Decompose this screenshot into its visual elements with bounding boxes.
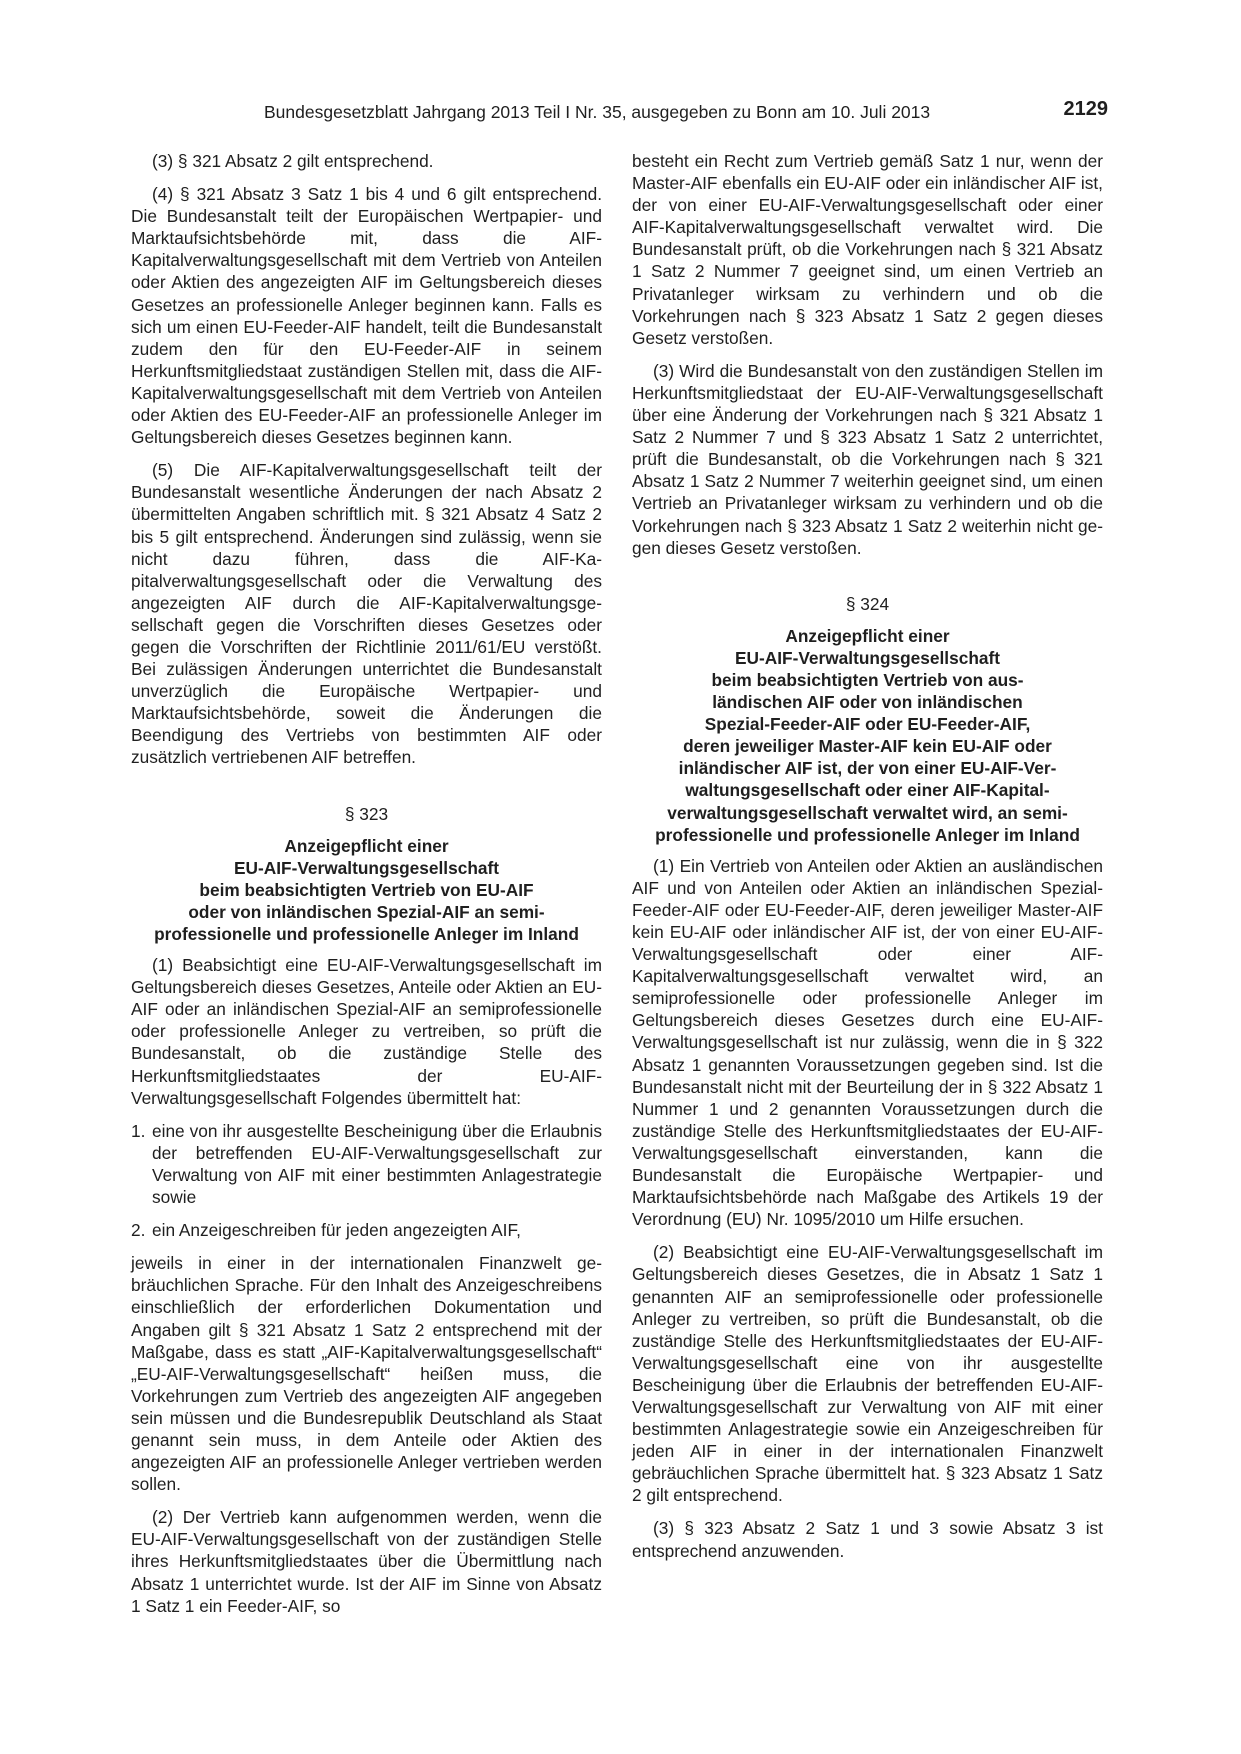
section-title: Anzeigepflicht einer EU-AIF-Verwaltungsgesellschaft beim beabsichtigten Vertrieb von aus- ländischen AIF oder von inländischen Spezial-Feeder-AIF oder EU-Feeder-AIF, deren jeweiliger Master-AIF kein EU-AIF oder inländischer AIF ist, der von einer EU-AIF-Ver- waltungsgesellschaft oder einer AIF-Kapital- verwaltungsgesellschaft verwaltet wird, an semi- professionelle und professionelle Anleger im Inland — [655, 625, 1080, 845]
header-title: Bundesgesetzblatt Jahrgang 2013 Teil I Nr. 35, ausgegeben zu Bonn am 10. Juli 2013 — [264, 102, 931, 122]
list-item-number: 2. — [131, 1220, 146, 1241]
list-item — [131, 1120, 602, 1208]
list-item-text: eine von ihr ausgestellte Bescheinigung über die Erlaubnis der betreffenden EU-AIF-Verwaltungsgesellschaft zur Verwaltung von AIF mit einer bestimmten Anlagestrategie sowie — [152, 1120, 602, 1208]
paragraph: besteht ein Recht zum Vertrieb gemäß Satz 1 nur, wenn der Master-AIF ebenfalls ein EU-AIF oder ein inländischer AIF ist, der von einer EU-AIF-Verwaltungsgesellschaft oder einer AIF-Kapitalverwaltungsgesellschaft verwaltet wird. Die Bundesanstalt prüft, ob die Vorkehrungen nach § 321 Absatz 1 Satz 2 Nummer 7 geeignet sind, um einen Vertrieb an Privatanleger wirksam zu verhindern und ob die Vorkehrungen nach § 323 Absatz 1 Satz 2 gegen dieses Gesetz verstoßen. — [632, 151, 1103, 348]
paragraph: (1) Beabsichtigt eine EU-AIF-Verwaltungsgesellschaft im Geltungsbereich dieses Gesetzes, Anteile oder Aktien an EU-AIF oder an inländischen Spezial-AIF an semiprofessionelle oder professionelle Anleger zu vertreiben, so prüft die Bundesanstalt, ob die zuständige Stelle des Herkunftsmitgliedstaates der EU-AIF-Verwaltungsgesellschaft Folgendes übermittelt hat: — [131, 955, 602, 1108]
left-column — [131, 150, 602, 1628]
paragraph: (1) Ein Vertrieb von Anteilen oder Aktien an ausländischen AIF und von Anteilen oder Aktien an inländischen Spezial-Feeder-AIF oder EU-Feeder-AIF, deren jeweiliger Master-AIF kein EU-AIF oder inländischer AIF ist, der von einer EU-AIF-Verwaltungsgesellschaft oder einer AIF-Kapitalverwaltungsgesellschaft verwaltet wird, an semiprofessionelle oder professionelle Anleger im Geltungsbereich dieses Gesetzes durch eine EU-AIF-Verwaltungsgesellschaft ist nur zulässig, wenn die in § 322 Absatz 1 genannten Voraussetzungen gegeben sind. Ist die Bundesanstalt nicht mit der Beurteilung der in § 322 Absatz 1 Nummer 1 und 2 genannten Voraussetzungen durch die zuständige Stelle des Herkunftsmitgliedstaates der EU-AIF-Verwaltungsgesellschaft einverstanden, kann die Bundesanstalt die Europäische Wertpapier- und Marktaufsichtsbehörde nach Maßgabe des Artikels 19 der Verordnung (EU) Nr. 1095/2010 um Hilfe ersuchen. — [632, 855, 1103, 1230]
paragraph: (3) § 321 Absatz 2 gilt entsprechend. — [152, 151, 434, 171]
section-number: § 323 — [344, 803, 389, 824]
right-column — [632, 150, 1103, 1573]
paragraph: (4) § 321 Absatz 3 Satz 1 bis 4 und 6 gilt entsprechend. Die Bundesanstalt teilt der Europäischen Wertpapier- und Marktaufsichtsbehörde mit, dass die AIF-Kapitalverwaltungsgesellschaft mit dem Vertrieb von Anteilen oder Aktien des angezeigten AIF im Geltungsbereich dieses Gesetzes an professionelle Anleger beginnen kann. Falls es sich um einen EU-Feeder-AIF handelt, teilt die Bundesanstalt zudem den für den EU-Feeder-AIF in seinem Herkunftsmitgliedstaat zuständigen Stellen mit, dass die AIF-Kapitalverwaltungsgesellschaft mit dem Vertrieb von Anteilen oder Aktien des EU-Feeder-AIF an professionelle Anleger im Geltungsbereich dieses Gesetzes beginnen kann. — [131, 184, 602, 448]
list-item — [131, 1219, 602, 1241]
page-number: 2129 — [1063, 98, 1108, 120]
paragraph: (3) Wird die Bundesanstalt von den zuständigen Stellen im Herkunftsmitgliedstaat der EU-AIF-Verwaltungsgesellschaft über eine Änderung der Vorkehrungen nach § 321 Absatz 1 Satz 2 Nummer 7 und § 323 Absatz 1 Satz 2 unterrichtet, prüft die Bundesanstalt, ob die Vorkehrungen nach § 321 Absatz 1 Satz 2 Nummer 7 weiterhin geeignet sind, um einen Vertrieb an Privatanleger wirksam zu verhindern und ob die Vorkehrungen nach § 323 Absatz 1 Satz 2 weiterhin nicht gegen dieses Gesetz verstoßen. — [632, 360, 1103, 558]
paragraph: (5) Die AIF-Kapitalverwaltungsgesellschaft teilt der Bundesanstalt wesentliche Änderungen der nach Absatz 2 übermittelten Angaben schriftlich mit. § 321 Absatz 4 Satz 2 bis 5 gilt entsprechend. Änderungen sind zulässig, wenn sie nicht dazu führen, dass die AIF-Kapitalverwaltungsgesellschaft oder die Verwaltung des angezeigten AIF durch die AIF-Kapitalverwaltungsgesellschaft gegen die Vorschriften dieses Gesetzes oder gegen die Vorschriften der Richtlinie 2011/61/EU verstößt. Bei zulässigen Änderungen unterrichtet die Bundesanstalt unverzüglich die Europäische Wertpapier- und Marktaufsichtsbehörde, soweit die Änderungen die Beendigung des Vertriebs von bestimmten AIF oder zusätzlich vertriebenen AIF betreffen. — [131, 460, 602, 768]
paragraph: (3) § 323 Absatz 2 Satz 1 und 3 sowie Absatz 3 ist entsprechend anzuwenden. — [632, 1518, 1103, 1561]
section-number: § 324 — [845, 593, 890, 614]
paragraph: jeweils in einer in der internationalen Finanzwelt gebräuchlichen Sprache. Für den Inhalt des Anzeigeschreibens einschließlich der erforderlichen Dokumentation und Angaben gilt § 321 Absatz 1 Satz 2 entsprechend mit der Maßgabe, dass es statt „AIF-Kapitalverwaltungsgesellschaft“ „EU-AIF-Verwaltungsgesellschaft“ heißen muss, die Vorkehrungen zum Vertrieb des angezeigten AIF angegeben sein müssen und die Bundesrepublik Deutschland als Staat genannt sein muss, in dem Anteile oder Aktien des angezeigten AIF an professionelle Anleger vertrieben werden sollen. — [131, 1253, 602, 1495]
list-item-text: ein Anzeigeschreiben für jeden angezeigten AIF, — [152, 1220, 521, 1241]
paragraph: (2) Der Vertrieb kann aufgenommen werden, wenn die EU-AIF-Verwaltungsgesellschaft von der zuständigen Stelle ihres Herkunftsmitgliedstaates über die Übermittlung nach Absatz 1 unterrichtet wurde. Ist der AIF im Sinne von Absatz 1 Satz 1 ein Feeder-AIF, so — [131, 1507, 602, 1616]
paragraph: (2) Beabsichtigt eine EU-AIF-Verwaltungsgesellschaft im Geltungsbereich dieses Gesetzes, die in Absatz 1 Satz 1 genannten AIF an semiprofessionelle oder professionelle Anleger zu vertreiben, so prüft die Bundesanstalt, ob die zuständige Stelle des Herkunftsmitgliedstaates der EU-AIF-Verwaltungsgesellschaft eine von ihr ausgestellte Bescheinigung über die Erlaubnis der betreffenden EU-AIF-Verwaltungsgesellschaft zur Verwaltung von AIF mit einer bestimmten Anlagestrategie sowie ein Anzeigeschreiben für jeden AIF in einer in der internationalen Finanzwelt gebräuchlichen Sprache übermittelt hat. § 323 Absatz 1 Satz 2 gilt entsprechend. — [632, 1242, 1103, 1506]
page-header — [131, 98, 1108, 127]
numbered-list — [131, 1120, 602, 1241]
section-title: Anzeigepflicht einer EU-AIF-Verwaltungsgesellschaft beim beabsichtigten Vertrieb von EU-AIF oder von inländischen Spezial-AIF an semi- professionelle und professionelle Anleger im Inland — [154, 835, 579, 944]
list-item-number: 1. — [131, 1120, 146, 1141]
